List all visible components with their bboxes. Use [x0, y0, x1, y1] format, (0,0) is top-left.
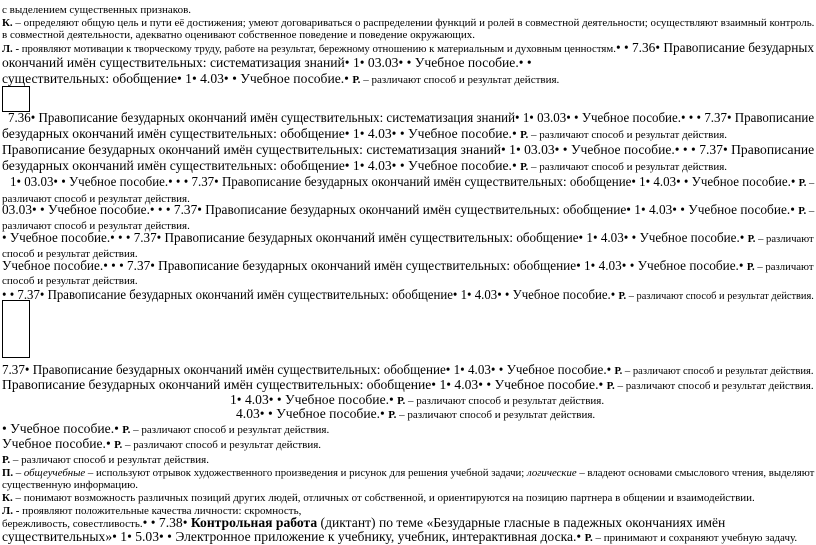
text-segment: – принимают и сохраняют учебную задачу.	[592, 532, 798, 544]
text-segment: – различают способ и результат действия.	[10, 454, 209, 466]
text-segment: Л. -	[2, 505, 23, 517]
text-segment: – различают	[754, 261, 814, 273]
text-line	[2, 436, 321, 452]
text-segment: – различают способ и результат действия.	[130, 424, 330, 436]
text-segment: Контрольная работа	[190, 515, 318, 530]
text-segment: Р.	[746, 261, 755, 273]
text-segment: – различают способ и результат действия.	[360, 74, 560, 86]
text-segment: различают способ и результат действия.	[2, 193, 190, 205]
text-segment: 7.36• Правописание безударных окончаний имён существительных: систематизация знаний• 1• 03.03• • Учебное пособие.• • • 7.37• Правописание	[8, 110, 815, 125]
text-segment: 7.37• Правописание безударных окончаний имён существительных: обобщение• 1• 4.03• • Учебное пособие.•	[2, 362, 615, 377]
text-line	[8, 110, 814, 126]
text-line	[2, 71, 559, 87]
text-segment: – понимают возможность различных позиций других людей, отличных от собственной, и ориентируются на позицию партнера в общении и взаимодействии.	[12, 492, 755, 504]
text-segment: Р.	[798, 177, 807, 189]
text-segment: –	[806, 177, 815, 189]
text-line	[2, 158, 727, 174]
text-segment: Учебное пособие.• • • 7.37• Правописание безударных окончаний имён существительных: обобщение• 1• 4.03• • Учебное пособие.•	[2, 258, 747, 273]
text-segment: бережливость, совестливость.	[2, 518, 143, 530]
text-segment: – различают	[755, 233, 814, 245]
text-segment: Р.	[114, 439, 123, 451]
text-segment: существительных»• 1• 5.03• • Электронное приложение к учебнику, учебник, интерактивная доска.•	[2, 529, 585, 544]
text-segment: логические	[526, 467, 577, 479]
text-segment: –	[13, 467, 24, 479]
text-segment: Р.	[352, 74, 361, 86]
text-segment: К.	[2, 492, 13, 504]
text-line	[10, 174, 814, 190]
text-segment: способ и результат действия.	[2, 275, 138, 287]
text-segment: Р.	[584, 532, 593, 544]
text-line	[2, 126, 727, 142]
text-segment: окончаний имён существительных: систематизация знаний• 1• 03.03• • Учебное пособие.• •	[2, 55, 532, 70]
text-line	[2, 202, 814, 218]
text-segment: Р.	[618, 290, 627, 302]
text-segment: различают способ и результат действия.	[2, 220, 190, 232]
text-segment: способ и результат действия.	[2, 248, 138, 260]
text-line	[2, 362, 814, 378]
text-segment: Р.	[520, 129, 529, 141]
text-segment: Правописание безударных окончаний имён существительных: обобщение• 1• 4.03• • Учебное пособие.•	[2, 377, 607, 392]
text-segment: – различают способ и результат действия.	[622, 365, 814, 377]
text-segment: существительных: обобщение• 1• 4.03• • Учебное пособие.•	[2, 71, 353, 86]
text-line	[2, 272, 138, 288]
text-line	[236, 406, 595, 422]
text-segment: Р.	[388, 409, 397, 421]
text-segment: –	[806, 205, 815, 217]
text-segment: – различают способ и результат действия.	[122, 439, 322, 451]
text-segment: 4.03• • Учебное пособие.•	[236, 406, 389, 421]
text-segment: 1• 03.03• • Учебное пособие.• • • 7.37• Правописание безударных окончаний имён существительных: обобщение• 1• 4.03• • Учебное пособие.•	[10, 174, 799, 189]
text-segment: безударных окончаний имён существительных: обобщение• 1• 4.03• • Учебное пособие.•	[2, 126, 521, 141]
text-segment: Р.	[606, 380, 615, 392]
text-segment: – различают способ и результат действия.	[528, 129, 728, 141]
text-line	[2, 55, 532, 71]
text-segment: – используют отрывок художественного произведения и рисунок для решения учебной задачи;	[85, 467, 527, 479]
text-segment: – различают способ и результат действия.	[626, 290, 814, 302]
text-segment: • Учебное пособие.• • • 7.37• Правописание безударных окончаний имён существительных: обобщение• 1• 4.03• • Учебное пособие.•	[2, 230, 748, 245]
text-segment: • • 7.36• Правописание безударных	[615, 40, 814, 55]
text-line	[2, 287, 814, 303]
text-segment: К.	[2, 17, 13, 29]
text-segment: существенную информацию.	[2, 479, 139, 491]
text-segment: проявляют положительные качества личности: скромность,	[22, 505, 302, 517]
text-segment: Л. -	[2, 43, 22, 55]
blank-table-cell-2	[2, 300, 30, 358]
text-segment: безударных окончаний имён существительных: обобщение• 1• 4.03• • Учебное пособие.•	[2, 158, 521, 173]
text-segment: – определяют общую цель и пути её достижения; умеют договариваться о распределении функций и ролей в совместной деятельности; осуществляют взаимный контроль.	[12, 17, 815, 29]
text-line	[2, 230, 814, 246]
text-segment: – владеют основами смыслового чтения, выделяют	[576, 467, 815, 479]
text-segment: – различают способ и результат действия.	[614, 380, 814, 392]
text-segment: П.	[2, 467, 14, 479]
text-segment: Правописание безударных окончаний имён существительных: систематизация знаний• 1• 03.03• • Учебное пособие.• • • 7.37• Правописание	[2, 142, 815, 157]
text-segment: Р.	[122, 424, 131, 436]
text-line	[2, 529, 797, 545]
text-segment: 03.03• • Учебное пособие.• • • 7.37• Правописание безударных окончаний имён существительных: обобщение• 1• 4.03• • Учебное пособие.•	[2, 202, 799, 217]
text-line	[2, 40, 814, 56]
text-segment: Р.	[614, 365, 623, 377]
text-segment: Р.	[520, 161, 529, 173]
text-segment: • • 7.37• Правописание безударных окончаний имён существительных: обобщение• 1• 4.03• • Учебное пособие.•	[2, 287, 619, 302]
text-segment: Р.	[2, 454, 11, 466]
text-segment: 1• 4.03• • Учебное пособие.•	[230, 392, 398, 407]
text-segment: в совместной деятельности, адекватно оценивают собственное поведение и поведение окружающих.	[2, 29, 476, 41]
text-segment: • Учебное пособие.•	[2, 421, 123, 436]
text-segment: – различают способ и результат действия.	[405, 395, 605, 407]
text-line	[2, 377, 814, 393]
text-segment: – различают способ и результат действия.	[528, 161, 728, 173]
text-segment: – различают способ и результат действия.	[396, 409, 596, 421]
text-segment: • • 7.38•	[142, 515, 191, 530]
text-segment: (диктант) по теме «Безударные гласные в падежных окончаниях имён	[317, 515, 726, 530]
text-segment: проявляют мотивации к творческому труду, работе на результат, бережному отношению к материальным и духовным ценностям.	[21, 43, 616, 55]
text-line	[2, 421, 329, 437]
text-line	[2, 142, 814, 158]
blank-table-cell-1	[2, 86, 30, 112]
text-segment: Р.	[747, 233, 756, 245]
text-segment: Р.	[397, 395, 406, 407]
text-segment: с выделением существенных признаков.	[2, 4, 192, 16]
text-segment: общеучебные	[23, 467, 86, 479]
text-segment: Учебное пособие.•	[2, 436, 115, 451]
text-segment: Р.	[798, 205, 807, 217]
